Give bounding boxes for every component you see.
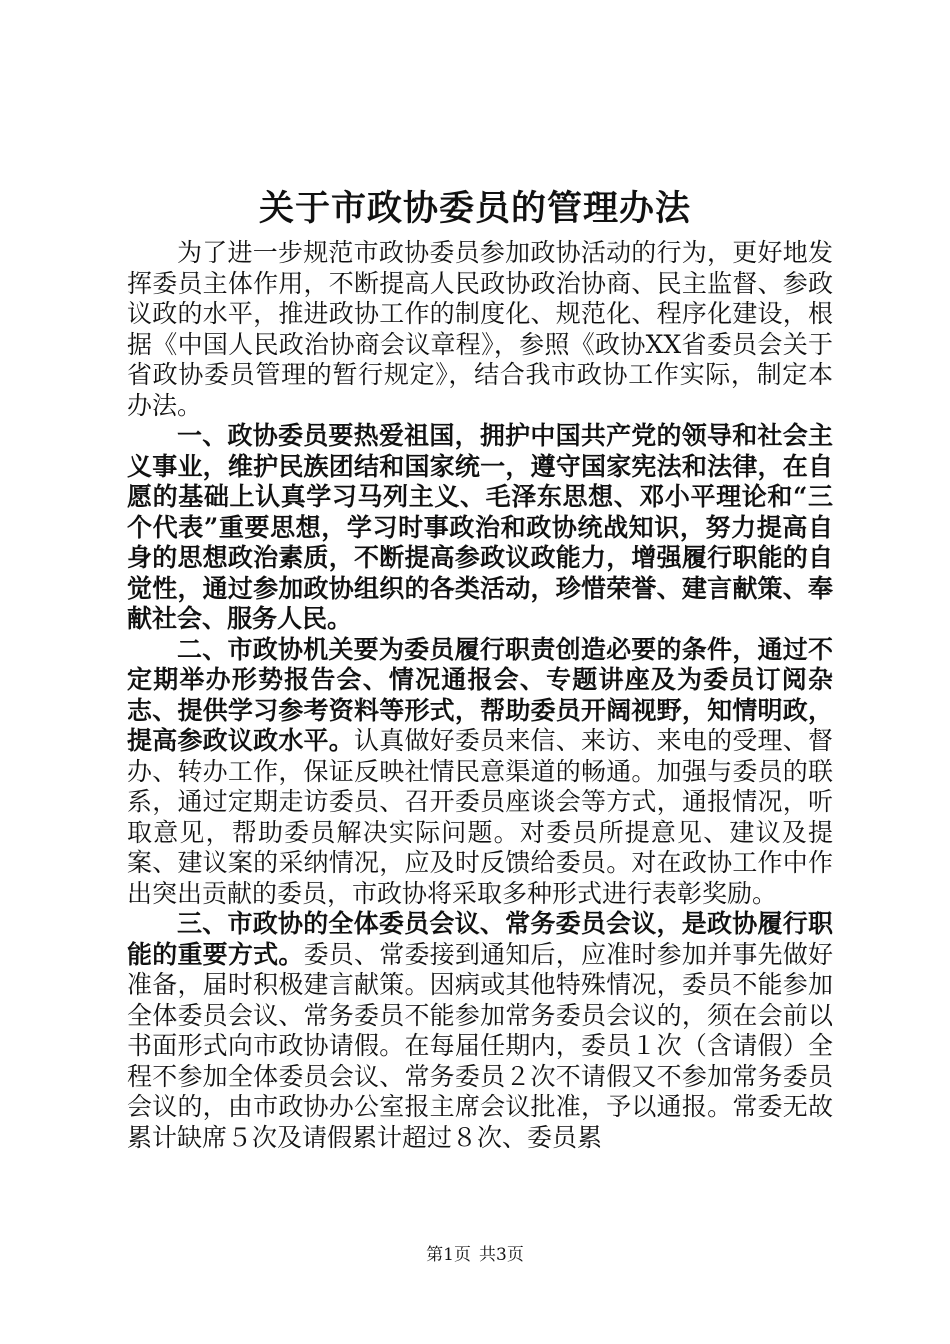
page-total: 共3页 xyxy=(479,1245,524,1265)
paragraph-text: 为了进一步规范市政协委员参加政协活动的行为，更好地发挥委员主体作用，不断提高人民政协政治协商、民主监督、参政议政的水平，推进政协工作的制度化、规范化、程序化建设，根据《中国人民政治协商会议章程》，参照《政协XX省委员会关于省政协委员管理的暂行规定》，结合我市政协工作实际，制定本办法。 xyxy=(127,238,833,420)
document-title: 关于市政协委员的管理办法 xyxy=(258,188,691,229)
paragraph-lead: 二、市政协机关要为委员履行职责创造必要的条件，通过不定期举办形势报告会、情况通报会、专题讲座及为委员订阅杂志、提供学习参考资料等形式，帮助委员开阔视野，知情明政，提高参政议政水平。 xyxy=(127,634,833,755)
paragraph-article-3 xyxy=(127,909,833,1153)
paragraph-article-1 xyxy=(127,421,833,635)
paragraph-text: 认真做好委员来信、来访、来电的受理、督办、转办工作，保证反映社情民意渠道的畅通。加强与委员的联系，通过定期走访委员、召开委员座谈会等方式，通报情况，听取意见，帮助委员解决实际问题。对委员所提意见、建议及提案、建议案的采纳情况，应及时反馈给委员。对在政协工作中作出突出贡献的委员，市政协将采取多种形式进行表彰奖励。 xyxy=(127,726,833,908)
page-number: 第1页 xyxy=(426,1245,471,1265)
paragraph-text: 委员、常委接到通知后，应准时参加并事先做好准备，届时积极建言献策。因病或其他特殊情况，委员不能参加全体委员会议、常务委员不能参加常务委员会议的，须在会前以书面形式向市政协请假。在每届任期内，委员１次（含请假）全程不参加全体委员会议、常务委员２次不请假又不参加常务委员会议的，由市政协办公室报主席会议批准，予以通报。常委无故累计缺席５次及请假累计超过８次、委员累 xyxy=(127,939,833,1152)
page-footer xyxy=(0,1243,950,1267)
document-body xyxy=(127,238,833,1153)
paragraph-lead: 一、政协委员要热爱祖国，拥护中国共产党的领导和社会主义事业，维护民族团结和国家统一，遵守国家宪法和法律，在自愿的基础上认真学习马列主义、毛泽东思想、邓小平理论和“三个代表”重要思想，学习时事政治和政协统战知识，努力提高自身的思想政治素质，不断提高参政议政能力，增强履行职能的自觉性，通过参加政协组织的各类活动，珍惜荣誉、建言献策、奉献社会、服务人民。 xyxy=(127,421,833,633)
paragraph-article-2 xyxy=(127,635,833,910)
paragraph-lead: 三、市政协的全体委员会议、常务委员会议，是政协履行职能的重要方式。 xyxy=(127,909,833,969)
paragraph-preamble xyxy=(127,238,833,421)
